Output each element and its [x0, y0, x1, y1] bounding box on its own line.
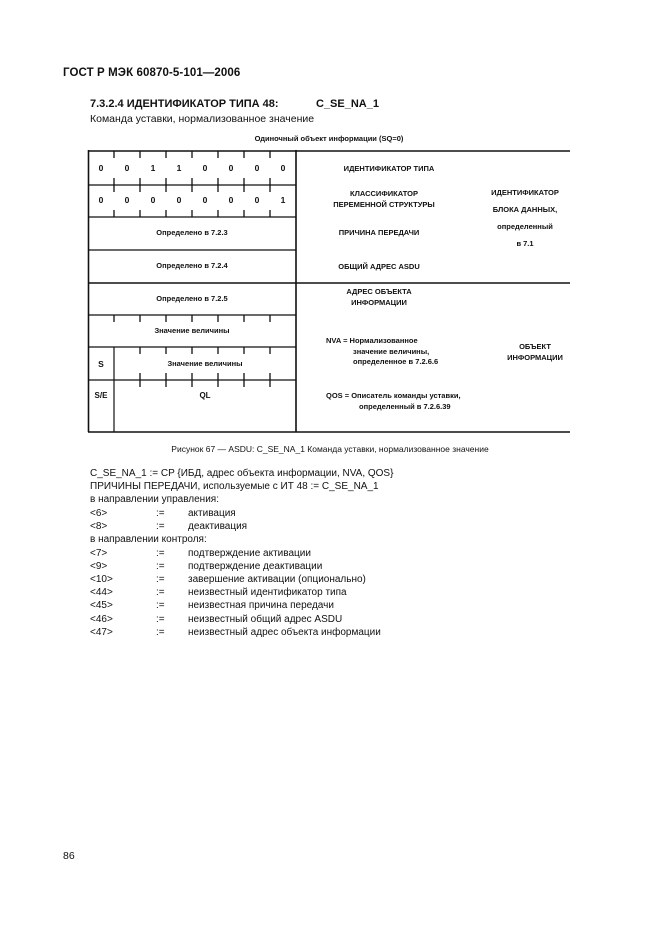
assign-symbol: :=	[156, 573, 165, 585]
list-item	[90, 547, 570, 560]
monitor-direction-heading: в направлении контроля:	[90, 534, 207, 546]
vsq-label	[304, 188, 464, 210]
cause-code: <44>	[90, 587, 113, 599]
list-item	[90, 573, 570, 586]
row1-bit: 0	[124, 163, 130, 173]
cause-code: <8>	[90, 521, 108, 533]
control-list	[90, 507, 570, 639]
figure-caption: Рисунок 67 — ASDU: C_SE_NA_1 Команда уставки, нормализованное значение	[171, 444, 489, 454]
cause-code: <9>	[90, 560, 108, 572]
row2-bit: 0	[202, 195, 208, 205]
assign-symbol: :=	[156, 547, 165, 559]
row2-bit: 0	[254, 195, 260, 205]
cause-code: <45>	[90, 600, 113, 612]
assign-symbol: :=	[156, 508, 165, 519]
cause-code: <46>	[90, 613, 113, 625]
cause-code: <47>	[90, 626, 113, 638]
cause-code: <6>	[90, 508, 108, 519]
cot-label: ПРИЧИНА ПЕРЕДАЧИ	[338, 228, 420, 237]
cause-text: завершение активации (опционально)	[188, 573, 366, 585]
se-cell: S/E	[94, 391, 108, 400]
defined-723-cell: Определено в 7.2.3	[156, 228, 228, 237]
sign-bit-cell: S	[98, 359, 104, 369]
vsq-line: КЛАССИФИКАТОР	[350, 189, 418, 198]
row1-bit: 0	[202, 163, 208, 173]
type-id-label: ИДЕНТИФИКАТОР ТИПА	[343, 164, 435, 173]
body-definition	[90, 467, 393, 507]
assign-symbol: :=	[156, 613, 165, 625]
assign-symbol: :=	[156, 521, 165, 533]
nva-line: NVA = Нормализованное	[326, 336, 418, 345]
cause-text: неизвестная причина передачи	[188, 600, 334, 612]
row1-bit: 0	[280, 163, 286, 173]
qos-line: определенный в 7.2.6.39	[359, 402, 451, 411]
row1-bit: 0	[254, 163, 260, 173]
list-item	[90, 507, 570, 520]
information-object-label	[490, 341, 580, 363]
list-item	[90, 586, 570, 599]
cause-code: <7>	[90, 547, 108, 559]
row1-bit: 0	[228, 163, 234, 173]
table-caption: Одиночный объект информации (SQ=0)	[254, 134, 404, 143]
row1-bit: 1	[176, 163, 182, 173]
body-line: C_SE_NA_1 := CP {ИБД, адрес объекта информации, NVA, QOS}	[90, 468, 394, 479]
nva-line: определенное в 7.2.6.6	[353, 357, 439, 366]
cause-text: подтверждение активации	[188, 547, 311, 559]
row2-bit: 0	[176, 195, 182, 205]
row1-bit: 0	[98, 163, 104, 173]
dui-line: определенный	[497, 222, 553, 231]
nva-line: значение величины,	[353, 346, 430, 356]
defined-725-cell: Определено в 7.2.5	[156, 294, 228, 303]
section-number-title: 7.3.2.4 ИДЕНТИФИКАТОР ТИПА 48:	[90, 98, 279, 110]
io-line: ОБЪЕКТ	[519, 342, 551, 351]
row2-bit: 0	[228, 195, 234, 205]
qos-line: QOS = Описатель команды уставки,	[326, 391, 461, 400]
nva-label	[326, 336, 438, 368]
cause-text: деактивация	[188, 521, 248, 533]
ql-cell: QL	[199, 391, 211, 400]
row1-bit: 1	[150, 163, 156, 173]
list-item	[90, 626, 570, 639]
vsq-line: ПЕРЕМЕННОЙ СТРУКТУРЫ	[333, 200, 435, 209]
list-item	[90, 560, 570, 573]
page-number: 86	[63, 850, 75, 862]
dui-line: БЛОКА ДАННЫХ,	[492, 205, 558, 214]
cause-text: неизвестный идентификатор типа	[188, 587, 347, 599]
ioa-line: АДРЕС ОБЪЕКТА	[346, 287, 412, 296]
cause-text: подтверждение деактивации	[188, 560, 323, 572]
dui-line: ИДЕНТИФИКАТОР	[491, 188, 559, 197]
cause-text: неизвестный общий адрес ASDU	[188, 613, 343, 625]
qos-label	[326, 390, 461, 412]
section-title	[90, 98, 379, 110]
value-cell-1: Значение величины	[154, 326, 230, 335]
defined-724-cell: Определено в 7.2.4	[156, 261, 228, 270]
section-type-code: C_SE_NA_1	[316, 98, 379, 110]
ioa-line: ИНФОРМАЦИИ	[351, 298, 407, 307]
row2-bit: 0	[124, 195, 130, 205]
row2-bit: 0	[98, 195, 104, 205]
data-unit-identifier-label	[468, 184, 582, 252]
cause-code: <10>	[90, 573, 113, 585]
body-line: ПРИЧИНЫ ПЕРЕДАЧИ, используемые с ИТ 48 := C_SE_NA_1	[90, 481, 379, 493]
control-direction-heading: в направлении управления:	[90, 494, 219, 506]
row2-bit: 0	[150, 195, 156, 205]
section-subtitle: Команда уставки, нормализованное значение	[90, 113, 315, 125]
io-line: ИНФОРМАЦИИ	[507, 353, 563, 362]
assign-symbol: :=	[156, 600, 165, 612]
list-item	[90, 613, 570, 626]
row2-bit: 1	[280, 195, 286, 205]
assign-symbol: :=	[156, 560, 165, 572]
assign-symbol: :=	[156, 626, 165, 638]
assign-symbol: :=	[156, 587, 165, 599]
list-item	[90, 520, 570, 533]
list-item	[90, 599, 570, 612]
value-cell-2: Значение величины	[167, 359, 243, 368]
dui-line: в 7.1	[516, 239, 534, 248]
ioa-label	[304, 286, 454, 308]
common-address-label: ОБЩИЙ АДРЕС ASDU	[338, 262, 420, 271]
cause-text: неизвестный адрес объекта информации	[188, 626, 381, 638]
cause-text: активация	[188, 508, 236, 519]
document-header: ГОСТ Р МЭК 60870-5-101—2006	[63, 67, 241, 79]
